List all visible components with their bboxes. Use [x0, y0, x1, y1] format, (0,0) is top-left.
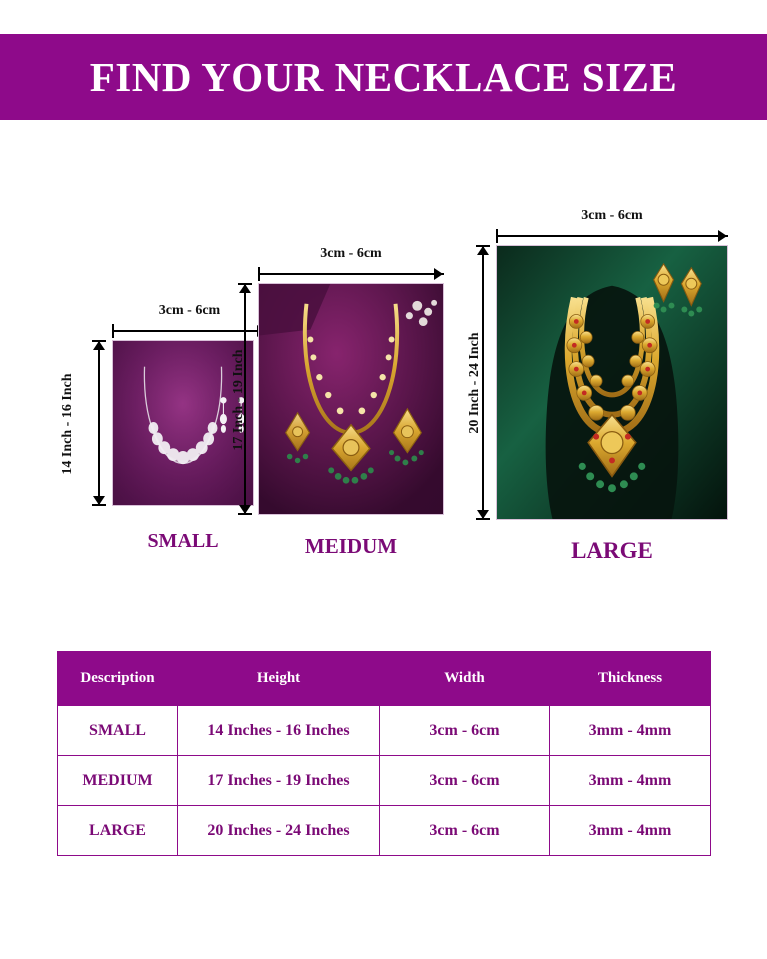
cell-height: 17 Inches - 19 Inches [178, 756, 380, 806]
dimension-arrow-top [239, 284, 251, 293]
medium-width-dimension [258, 246, 444, 281]
dimension-arrow-bottom [477, 510, 489, 519]
dimension-cap-left [258, 267, 260, 281]
small-caption: SMALL [147, 530, 219, 552]
large-necklace-illustration [497, 246, 727, 519]
medium-width-label: 3cm - 6cm [320, 246, 382, 261]
cell-width: 3cm - 6cm [380, 706, 550, 756]
figures-row [0, 200, 767, 600]
medium-necklace-illustration [259, 284, 443, 514]
figure-small [44, 200, 244, 580]
dimension-cap-left [496, 229, 498, 243]
table-body [58, 706, 711, 856]
medium-necklace-photo [258, 283, 444, 515]
header-width: Width [380, 652, 550, 706]
large-caption: LARGE [571, 538, 653, 563]
header-banner [0, 34, 767, 120]
dimension-arrow-top [477, 246, 489, 255]
dimension-arrow-right [434, 268, 443, 280]
large-height-label: 20 Inch - 24 Inch [467, 332, 482, 434]
page-title: FIND YOUR NECKLACE SIZE [89, 54, 678, 100]
header-thickness: Thickness [550, 652, 711, 706]
table-header-row [58, 652, 711, 706]
large-width-label: 3cm - 6cm [581, 208, 643, 223]
cell-height: 20 Inches - 24 Inches [178, 806, 380, 856]
small-height-label: 14 Inch - 16 Inch [60, 373, 75, 475]
header-height: Height [178, 652, 380, 706]
large-width-dimension [496, 208, 728, 243]
dimension-arrow-bottom [239, 505, 251, 514]
small-height-dimension [92, 340, 106, 506]
size-table [57, 651, 711, 856]
cell-description: MEDIUM [58, 756, 178, 806]
figure-large [455, 200, 735, 580]
cell-height: 14 Inches - 16 Inches [178, 706, 380, 756]
dimension-arrow-right [718, 230, 727, 242]
dimension-line [496, 235, 728, 237]
dimension-arrow-bottom [93, 496, 105, 505]
medium-height-label: 17 Inch - 19 Inch [231, 349, 246, 451]
figure-medium [230, 200, 460, 580]
cell-description: LARGE [58, 806, 178, 856]
large-necklace-photo [496, 245, 728, 520]
table-row [58, 706, 711, 756]
dimension-arrow-top [93, 341, 105, 350]
dimension-line [258, 273, 444, 275]
header-description: Description [58, 652, 178, 706]
table-header [58, 652, 711, 706]
cell-width: 3cm - 6cm [380, 756, 550, 806]
dimension-line [98, 340, 100, 506]
dimension-cap-left [112, 324, 114, 338]
small-width-label: 3cm - 6cm [158, 303, 221, 318]
cell-width: 3cm - 6cm [380, 806, 550, 856]
cell-thickness: 3mm - 4mm [550, 706, 711, 756]
medium-caption: MEIDUM [304, 534, 398, 558]
cell-description: SMALL [58, 706, 178, 756]
cell-thickness: 3mm - 4mm [550, 806, 711, 856]
table-row [58, 756, 711, 806]
table-row [58, 806, 711, 856]
cell-thickness: 3mm - 4mm [550, 756, 711, 806]
